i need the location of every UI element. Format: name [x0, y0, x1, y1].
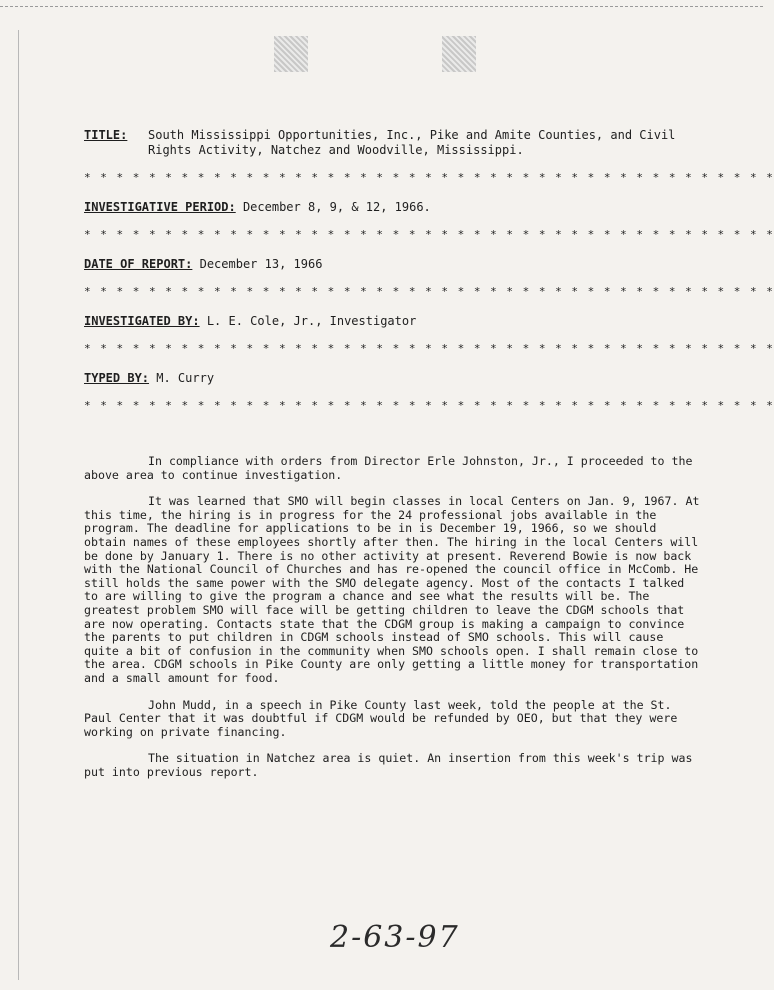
- report-body: [84, 455, 704, 779]
- investigated-by-label: INVESTIGATED BY:: [84, 314, 200, 328]
- date-of-report: [84, 256, 704, 272]
- paragraph-3: John Mudd, in a speech in Pike County last week, told the people at the St. Paul Center that it was doubtful if CDGM would be refunded by OEO, but that they were working on private financing.: [84, 697, 678, 739]
- separator: * * * * * * * * * * * * * * * * * * * * * * * * * * * * * * * * * * * * * * * * * * *: [84, 342, 774, 355]
- investigative-period-label: INVESTIGATIVE PERIOD:: [84, 200, 236, 214]
- investigated-by: [84, 313, 704, 329]
- typed-by-label: TYPED BY:: [84, 371, 150, 385]
- paragraph-1: In compliance with orders from Director Erle Johnston, Jr., I proceeded to the above area to continue investigation.: [84, 454, 693, 482]
- separator: * * * * * * * * * * * * * * * * * * * * * * * * * * * * * * * * * * * * * * * * * * *: [84, 228, 774, 241]
- handwritten-file-number: 2-63-97: [330, 920, 460, 955]
- report-content: [84, 128, 774, 792]
- date-of-report-label: DATE OF REPORT:: [84, 257, 193, 271]
- investigative-period: [84, 199, 704, 215]
- redaction-stamp-left: [274, 36, 308, 72]
- redaction-stamp-right: [442, 36, 476, 72]
- separator: * * * * * * * * * * * * * * * * * * * * * * * * * * * * * * * * * * * * * * * * * * *: [84, 171, 774, 184]
- title-text: South Mississippi Opportunities, Inc., Pike and Amite Counties, and Civil Rights Activity, Natchez and Woodville, Mississippi.: [148, 128, 676, 157]
- separator: * * * * * * * * * * * * * * * * * * * * * * * * * * * * * * * * * * * * * * * * * * *: [84, 285, 774, 298]
- paragraph-2: It was learned that SMO will begin classes in local Centers on Jan. 9, 1967. At this time, the hiring is in progress for the 24 professional jobs available in the program. The deadline for applications to be in is December 19, 1966, so we should obtain names of these employees shortly after then. The hiring in the local Centers will be done by January 1. There is no other activity at present. Reverend Bowie is now back with the National Council of Churches and has re-opened the council office in McComb. He still holds the same power with the SMO delegate agency. Most of the contacts I talked to are willing to give the program a chance and see what the results will be. The greatest problem SMO will face will be getting children to leave the CDGM schools that are now operating. Contacts state that the CDGM group is making a campaign to convince the parents to put children in CDGM schools instead of SMO schools. This will cause quite a bit of confusion in the community when SMO schools open. I shall remain close to the area. CDGM schools in Pike County are only getting a little money for transportation and a small amount for food.: [84, 494, 700, 685]
- date-of-report-value: December 13, 1966: [192, 257, 323, 271]
- typed-by: [84, 370, 704, 386]
- investigative-period-value: December 8, 9, & 12, 1966.: [235, 200, 431, 214]
- title-block: [84, 128, 704, 158]
- separator: * * * * * * * * * * * * * * * * * * * * * * * * * * * * * * * * * * * * * * * * * * *: [84, 399, 774, 412]
- title-label: TITLE:: [84, 128, 128, 142]
- page-edge-left: [18, 30, 19, 980]
- paragraph-4: The situation in Natchez area is quiet. An insertion from this week's trip was put into previous report.: [84, 751, 693, 779]
- investigated-by-value: L. E. Cole, Jr., Investigator: [199, 314, 417, 328]
- page-edge-top: [0, 6, 763, 7]
- typed-by-value: M. Curry: [149, 371, 215, 385]
